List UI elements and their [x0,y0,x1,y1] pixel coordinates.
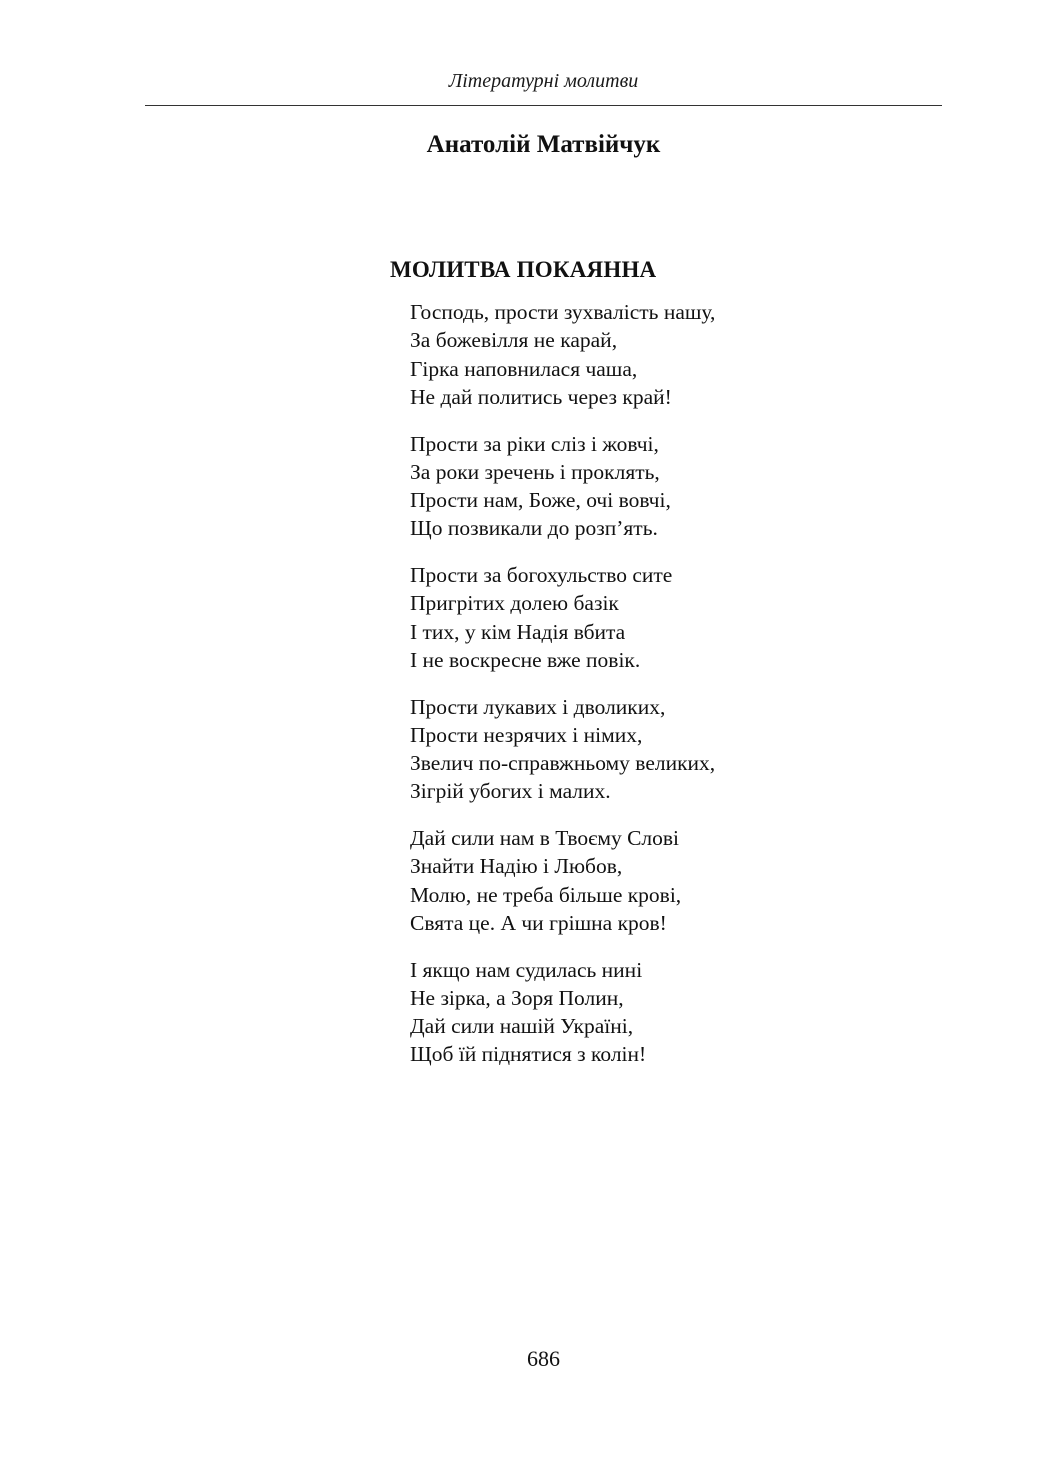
poem-title: МОЛИТВА ПОКАЯННА [390,257,657,282]
poem-line: За роки зречень і проклять, [410,459,660,484]
poem-line: Гірка наповнилася чаша, [410,356,638,381]
poem-line: І не воскресне вже повік. [410,647,641,672]
page-number: 686 [527,1346,560,1371]
poem-line: За божевілля не карай, [410,328,618,353]
stanza-6 [410,956,715,1069]
poem-line: Пригрітих долею базік [410,591,619,616]
poem-line: Господь, прости зухвалість нашу, [410,300,716,324]
poem-line: Щоб їй піднятися з колін! [410,1042,647,1067]
poem-line: Що позвикали до розп’ять. [410,516,658,541]
poem-line: Свята це. А чи грішна кров! [410,910,667,935]
author-name: Анатолій Матвійчук [426,131,661,158]
stanza-4 [410,693,715,806]
poem-line: І тих, у кім Надія вбита [410,619,626,644]
poem-line: Молю, не треба більше крові, [410,882,682,907]
stanza-1 [410,298,715,411]
poem-line: Дай сили нам в Твоєму Слові [410,826,680,850]
poem-line: Прости лукавих і дволиких, [410,694,666,719]
stanza-2 [410,430,715,543]
poem-line: Прости незрячих і німих, [410,722,643,747]
poem-line: Прости за ріки сліз і жовчі, [410,431,659,456]
poem-line: І якщо нам судилась нині [410,957,643,982]
poem-body [410,298,715,1087]
poem-line: Дай сили нашій Україні, [410,1014,634,1038]
running-head: Літературні молитви [448,70,639,92]
poem-line: Не зірка, а Зоря Полин, [410,985,624,1010]
poem-line: Не дай политись через край! [410,384,672,409]
poem-line: Прости за богохульство сите [410,563,673,587]
poem-line: Звелич по-справжньому великих, [410,751,716,775]
stanza-5 [410,824,715,937]
poem-line: Знайти Надію і Любов, [410,854,623,879]
stanza-3 [410,561,715,674]
poem-line: Прости нам, Боже, очі вовчі, [410,488,671,512]
poem-line: Зігрій убогих і малих. [410,779,611,804]
header-divider [145,105,942,106]
